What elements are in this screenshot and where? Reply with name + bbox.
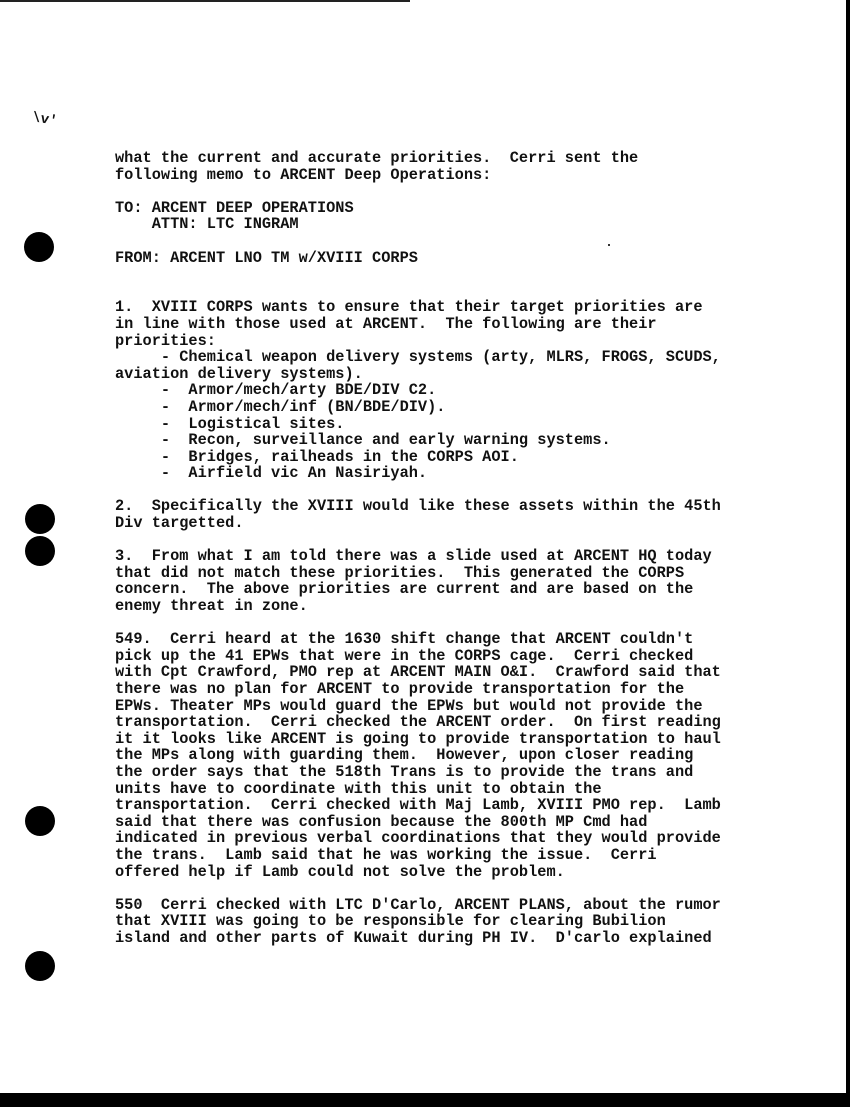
text-line: with Cpt Crawford, PMO rep at ARCENT MAIN O&I. Crawford said that (115, 663, 721, 682)
text-line: 2. Specifically the XVIII would like these assets within the 45th (115, 497, 721, 516)
text-line: priorities: (115, 331, 216, 350)
text-line: offered help if Lamb could not solve the problem. (115, 862, 565, 881)
text-line: transportation. Cerri checked the ARCENT order. On first reading (115, 713, 721, 732)
text-line: enemy threat in zone. (115, 597, 308, 616)
text-line: 550 Cerri checked with LTC D'Carlo, ARCENT PLANS, about the rumor (115, 895, 721, 914)
text-line: that did not match these priorities. This generated the CORPS (115, 563, 685, 582)
intro-paragraph (115, 150, 815, 183)
memo-from: FROM: ARCENT LNO TM w/XVIII CORPS (115, 248, 418, 267)
text-line: concern. The above priorities are current and are based on the (115, 580, 694, 599)
text-line: following memo to ARCENT Deep Operations: (115, 165, 492, 184)
list-item: - Recon, surveillance and early warning systems. (115, 431, 611, 450)
text-line: said that there was confusion because the 800th MP Cmd had (115, 812, 648, 831)
text-line: there was no plan for ARCENT to provide transportation for the (115, 680, 685, 698)
text-line: the order says that the 518th Trans is to provide the trans and (115, 762, 694, 781)
text-line: aviation delivery systems). (115, 364, 363, 383)
list-item: - Bridges, railheads in the CORPS AOI. (115, 447, 519, 466)
text-line: what the current and accurate priorities. Cerri sent the (115, 149, 639, 167)
text-line: 549. Cerri heard at the 1630 shift change that ARCENT couldn't (115, 630, 694, 649)
stray-mark: \v' (30, 109, 59, 131)
text-line: in line with those used at ARCENT. The following are their (115, 314, 657, 333)
paragraph-550 (115, 897, 815, 947)
punch-hole-icon (25, 951, 55, 981)
paragraph-549 (115, 631, 815, 880)
list-item: - Airfield vic An Nasiriyah. (115, 464, 428, 483)
memo-header (115, 200, 815, 266)
document-body (115, 150, 815, 947)
punch-hole-icon (24, 232, 54, 262)
memo-to: TO: ARCENT DEEP OPERATIONS (115, 198, 354, 217)
paragraph-2 (115, 498, 815, 531)
text-line: island and other parts of Kuwait during PH IV. D'carlo explained (115, 928, 712, 947)
text-line: units have to coordinate with this unit to obtain the (115, 779, 602, 798)
text-line: the MPs along with guarding them. However, upon closer reading (115, 746, 694, 765)
paragraph-1 (115, 299, 815, 482)
text-line: pick up the 41 EPWs that were in the CORPS cage. Cerri checked (115, 646, 694, 665)
list-item: - Armor/mech/inf (BN/BDE/DIV). (115, 397, 446, 416)
text-line: it it looks like ARCENT is going to provide transportation to haul (115, 729, 721, 748)
paragraph-3 (115, 548, 815, 614)
list-item: - Chemical weapon delivery systems (arty, MLRS, FROGS, SCUDS, (115, 348, 721, 367)
bottom-scan-border (0, 1093, 850, 1107)
text-line: 3. From what I am told there was a slide used at ARCENT HQ today (115, 547, 712, 566)
list-item: - Logistical sites. (115, 414, 345, 433)
punch-hole-icon (25, 504, 55, 534)
memo-attn: ATTN: LTC INGRAM (115, 215, 299, 234)
top-edge-line (0, 0, 410, 2)
text-line: EPWs. Theater MPs would guard the EPWs but would not provide the (115, 696, 703, 715)
text-line: that XVIII was going to be responsible for clearing Bubilion (115, 912, 666, 931)
punch-hole-icon (25, 536, 55, 566)
text-line: indicated in previous verbal coordinations that they would provide (115, 829, 721, 848)
punch-hole-icon (25, 806, 55, 836)
text-line: transportation. Cerri checked with Maj Lamb, XVIII PMO rep. Lamb (115, 796, 721, 815)
list-item: - Armor/mech/arty BDE/DIV C2. (115, 381, 437, 400)
text-line: the trans. Lamb said that he was working the issue. Cerri (115, 845, 657, 864)
text-line: Div targetted. (115, 514, 244, 533)
text-line: 1. XVIII CORPS wants to ensure that their target priorities are (115, 298, 703, 317)
right-scan-border (846, 0, 850, 1107)
